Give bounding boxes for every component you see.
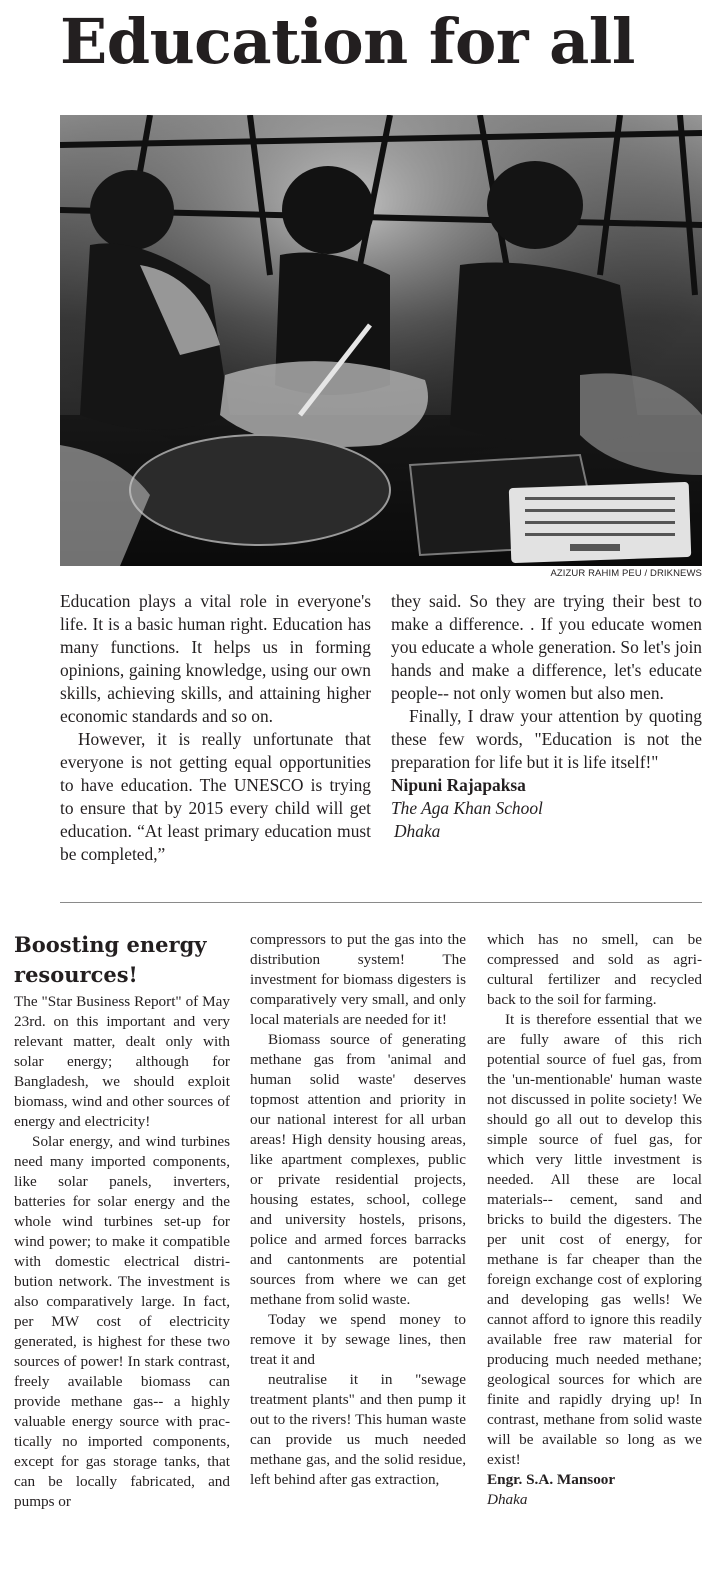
news-photo xyxy=(60,115,702,566)
author-name: Engr. S.A. Mansoor xyxy=(487,1471,616,1488)
photo-credit: AZIZUR RAHIM PEU / DRIKNEWS xyxy=(550,568,702,579)
paragraph: compressors to put the gas into the distribution system! The investment for biomass digesters is comparatively very small, and only local materials are needed for it! xyxy=(250,931,466,1028)
section-divider xyxy=(60,902,702,903)
paragraph: Solar energy, and wind turbines need many imported components, like solar panels, inverters, batteries for solar energy and the whole wind turbines set-up for wind power; to make it compatible with domestic electrical distribution network. The investment is also comparatively large. In fact, per MW cost of electricity generated, is highest for these two sources of power! In stark contrast, freely available biomass can provide methane gas-- a highly valuable energy source with practically no imported components, except for gas storage tanks, that can be locally fabricated, and pumps or xyxy=(14,1133,230,1510)
children-photo-icon xyxy=(60,115,702,566)
author-name: Nipuni Rajapaksa xyxy=(391,775,526,795)
letter1-column-1 xyxy=(60,590,371,866)
letter2-column-1 xyxy=(14,930,230,1512)
paragraph: It is therefore essential that we are fully aware of this rich potential source of fuel gas, from the 'un-mentionable' human waste not discussed in polite society! We should go all out to develop this simple source of fuel gas, for which very little investment is needed. All these are local materials-- cement, sand and bricks to build the digesters. The per unit cost of energy, for methane is far cheaper than the foreign exchange cost of exploring and developing gas wells! We cannot afford to ignore this readily available free raw material for producing much needed methane; geological sources for which are finite and rapidly drying up! In contrast, methane from solid waste will be available so long as we exist! xyxy=(487,1011,702,1468)
paragraph: they said. So they are trying their best to make a difference. . If you educate women you educate a whole generation. So let's join hands and make a difference, let's educate people-- not only women but also men. xyxy=(391,591,702,703)
paragraph: The "Star Business Report" of May 23rd. on this important and very relevant matter, dealt only with solar energy; although for Bangladesh, we should exploit biomass, wind and other sources of energy and electricity! xyxy=(14,993,230,1130)
paragraph: Biomass source of generating methane gas from 'animal and human solid waste' deserves topmost attention and priority in our national interest for all urban areas! High density housing areas, like apartment complexes, public or private residential projects, housing estates, school, college and university hostels, prisons, police and armed forces barracks and cantonments are potential sources from where we can get methane from solid waste. xyxy=(250,1031,466,1308)
headline-education: Education for all xyxy=(60,5,635,78)
author-city: Dhaka xyxy=(394,821,441,841)
author-organization: The Aga Khan School xyxy=(391,798,543,818)
letter1-column-2 xyxy=(391,590,702,843)
author-city: Dhaka xyxy=(487,1491,528,1508)
letter2-column-2 xyxy=(250,930,466,1490)
paragraph: which has no smell, can be compressed and sold as agricultural fertilizer and recycled back to the soil for farming. xyxy=(487,931,702,1008)
paragraph: Finally, I draw your attention by quoting these few words, "Education is not the preparation for life but it is life itself!" xyxy=(391,706,702,772)
letter2-column-3 xyxy=(487,930,702,1510)
headline-energy: Boosting energy resources! xyxy=(14,932,207,987)
paragraph: Today we spend money to remove it by sewage lines, then treat it and xyxy=(250,1311,466,1368)
paragraph: Education plays a vital role in everyone's life. It is a basic human right. Education has many functions. It helps us in forming opinions, gaining knowledge, using our own skills, achieving skills, and attaining higher economic standards and so on. xyxy=(60,591,371,726)
paragraph: However, it is really unfortunate that everyone is not getting equal opportunities to have education. The UNESCO is trying to ensure that by 2015 every child will get education. “At least primary education must be completed,” xyxy=(60,729,371,864)
paragraph: neutralise it in "sewage treatment plants" and then pump it out to the rivers! This human waste can provide us much needed methane gas, and the solid residue, left behind after gas extraction, xyxy=(250,1371,466,1488)
